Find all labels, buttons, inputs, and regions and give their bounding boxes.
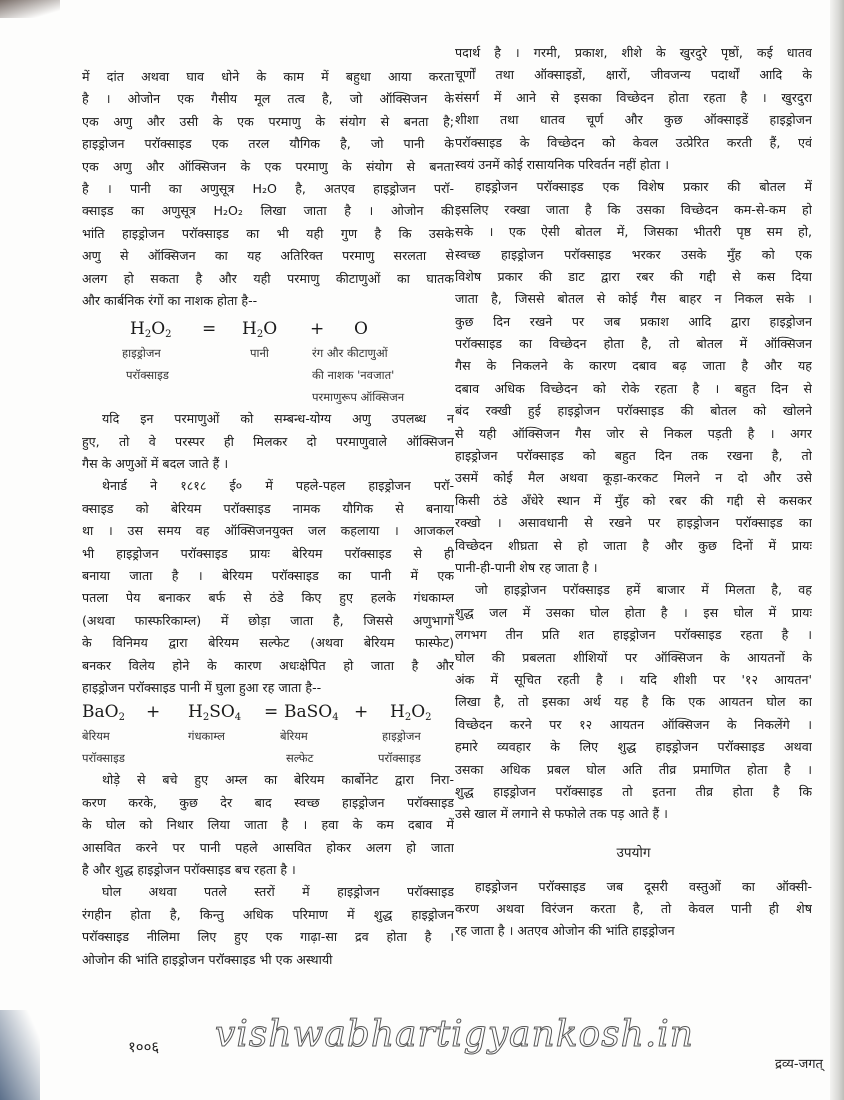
right-column — [455, 4, 812, 943]
equation-label: परॉक्साइड — [82, 751, 125, 766]
text-line: शुद्ध जल में उसका घोल होता है । इस घोल में प्रायः — [455, 604, 812, 620]
equation-term: + — [146, 702, 161, 723]
equation-label: रंग और कीटाणुओं — [312, 346, 388, 361]
text-line: ओजोन की भांति हाइड्रोजन परॉक्साइड भी एक अस्थायी — [82, 951, 333, 967]
running-title: द्रव्य-जगत् — [775, 1057, 823, 1072]
text-line: विच्छेदन शीघ्रता से हो जाता है और कुछ दिनों में प्रायः — [455, 537, 812, 553]
equation-label-row — [82, 386, 454, 408]
equation-term: $H_2SO_4$ — [188, 702, 242, 724]
text-line: एक अणु और उसी के एक परमाणु के संयोग से बनता है; — [82, 113, 454, 129]
equation-label: हाइड्रोजन — [122, 346, 161, 361]
paragraph — [455, 42, 812, 176]
text-line: से यही ऑक्सिजन गैस जोर से निकल पड़ती है । अगर — [455, 425, 812, 441]
text-line: बनकर विलेय होने के कारण अधःक्षेपित हो जाता है और — [82, 657, 454, 673]
equation-label: बेरियम — [82, 729, 110, 744]
scan-shadow-bottom-left — [0, 1010, 40, 1100]
equation-label: पानी — [250, 346, 269, 361]
paragraph — [82, 475, 454, 699]
equation-term: = — [202, 319, 217, 340]
equation-label: सल्फेट — [286, 751, 314, 766]
text-line: परॉक्साइड का विच्छेदन होता है, तो बोतल में ऑक्सिजन — [455, 336, 812, 352]
equation-label: परॉक्साइड — [378, 751, 421, 766]
text-line: हुए, तो वे परस्पर ही मिलकर दो परमाणुवाले ऑक्सिजन — [82, 433, 454, 449]
equation-term: $H_2O$ — [242, 319, 278, 341]
text-line: शीशा तथा धातव चूर्ण और कुछ ऑक्साइडें हाइड्रोजन — [455, 112, 812, 128]
text-line: रक्खो । असावधानी से रखने पर हाइड्रोजन परॉक्साइड का — [455, 515, 812, 531]
text-line: में दांत अथवा घाव धोने के काम में बहुधा आया करता — [82, 69, 454, 84]
text-line: थोड़े से बचे हुए अम्ल का बेरियम कार्बोनेट द्वारा निरा- — [102, 772, 454, 788]
text-line: रंगहीन होता है, किन्तु अधिक परिमाण में शुद्ध हाइड्रोजन — [82, 906, 454, 922]
paragraph — [82, 881, 454, 971]
text-line: क्साइड को बेरियम परॉक्साइड नामक यौगिक से बनाया — [82, 500, 454, 516]
text-line: सके । एक ऐसी बोतल में, जिसका भीतरी पृष्ठ सम हो, — [455, 224, 812, 240]
watermark: vishwabhartigyankosh.in — [215, 1014, 694, 1055]
text-line: अंक में सूचित रहती है । यदि शीशी पर '१२ आयतन' — [455, 671, 812, 687]
text-line: इसलिए रक्खा जाता है कि उसका विच्छेदन कम-से-कम हो — [455, 201, 812, 217]
text-line: भांति हाइड्रोजन परॉक्साइड का भी यही गुण है कि उसके — [82, 225, 454, 241]
equation-term: + — [354, 702, 369, 723]
text-line: दबाव अधिक विच्छेदन को रोके रहता है । बहुत दिन से — [455, 380, 812, 396]
text-line: स्वच्छ हाइड्रोजन परॉक्साइड भरकर उसके मुँह को एक — [455, 246, 812, 262]
equation-term: = — [264, 702, 279, 723]
section-heading: उपयोग — [616, 844, 651, 861]
text-line: घोल अथवा पतले स्तरों में हाइड्रोजन परॉक्साइड — [102, 884, 454, 900]
left-column — [82, 66, 454, 971]
text-line: परॉक्साइड के विच्छेदन को केवल उत्प्रेरित करती हैं, एवं — [455, 134, 812, 150]
text-line: अणु से ऑक्सिजन का यह अतिरिक्त परमाणु सरलता से — [82, 248, 454, 264]
text-line: घोल की प्रबलता शीशियों पर ऑक्सिजन के आयतनों के — [455, 649, 812, 665]
text-line: हाइड्रोजन परॉक्साइड पानी में घुला हुआ रह जाता है-- — [82, 679, 322, 695]
equation-term: BaO$_2$ — [82, 702, 125, 724]
equation-label-row — [82, 342, 454, 364]
equation-term: + — [310, 319, 325, 340]
text-line: स्वयं उनमें कोई रासायनिक परिवर्तन नहीं होता । — [455, 156, 670, 172]
text-line: उसका अधिक प्रबल घोल अति तीव्र प्रमाणित होता है । — [455, 761, 812, 777]
equation-label: बेरियम — [280, 729, 308, 744]
text-line: पतला पेय बनाकर बर्फ से ठंडे किए हुए हलके गंधकाम्ल — [82, 590, 454, 606]
equation-label: परॉक्साइड — [126, 368, 169, 383]
text-line: विशेष प्रकार की डाट द्वारा रबर की गद्दी से कस दिया — [455, 268, 812, 284]
scan-shadow-top-left — [0, 0, 60, 18]
equation-label-row — [82, 364, 454, 386]
equation-term: BaSO$_4$ — [284, 702, 339, 724]
page-number: १००६ — [128, 1038, 160, 1056]
text-line: पानी-ही-पानी शेष रह जाता है । — [455, 559, 598, 575]
text-line: संसर्ग में आने से इसका विच्छेदन होता रहता है । खुरदुरा — [455, 89, 812, 105]
text-line: थेनार्ड ने १८१८ ई० में पहले-पहल हाइड्रोजन परॉ- — [102, 478, 454, 494]
text-line: यदि इन परमाणुओं को सम्बन्ध-योग्य अणु उपलब्ध न — [102, 411, 454, 427]
text-line: शुद्ध हाइड्रोजन परॉक्साइड तो इतना तीव्र होता है कि — [455, 783, 812, 799]
text-line: कुछ दिन रखने पर जब प्रकाश आदि द्वारा हाइड्रोजन — [455, 313, 812, 329]
paragraph — [82, 408, 454, 475]
text-line: लिखा है, तो इसका अर्थ यह है कि एक आयतन घोल का — [455, 694, 812, 710]
equation-barium-peroxide-reaction — [82, 699, 454, 725]
text-line: अलग हो सकता है और यही परमाणु कीटाणुओं का घातक — [82, 270, 454, 286]
equation-term: $H_2O_2$ — [390, 702, 432, 724]
text-line: उसमें कोई मैल अथवा कूड़ा-करकट मिलने न दो और उसे — [455, 470, 812, 486]
equation-label: गंधकाम्ल — [188, 729, 225, 744]
text-line: उसे खाल में लगाने से फफोले तक पड़ आते हैं । — [455, 806, 668, 822]
text-line: जो हाइड्रोजन परॉक्साइड हमें बाजार में मिलता है, वह — [475, 582, 812, 598]
equation-term: $H_2O_2$ — [130, 319, 172, 341]
equation-label-row — [82, 747, 454, 769]
text-line: परॉक्साइड नीलिमा लिए हुए एक गाढ़ा-सा द्रव होता है । — [82, 929, 454, 945]
equation-label: हाइड्रोजन — [382, 729, 421, 744]
text-line: था । उस समय वह ऑक्सिजनयुक्त जल कहलाया । आजकल — [82, 523, 454, 539]
equation-label: की नाशक 'नवजात' — [312, 368, 395, 383]
paragraph — [455, 876, 812, 943]
text-line: हाइड्रोजन परॉक्साइड एक विशेष प्रकार की बोतल में — [475, 179, 812, 195]
text-line: आसवित करने पर पानी पहले आसवित होकर अलग हो जाता — [82, 839, 454, 855]
text-line: बनाया जाता है । बेरियम परॉक्साइड का पानी में एक — [82, 568, 454, 584]
text-line: पदार्थ है । गरमी, प्रकाश, शीशे के खुरदुरे पृष्ठों, कई धातव — [455, 45, 812, 60]
text-line: गैस के अणुओं में बदल जाते हैं । — [82, 456, 229, 472]
text-line: भी हाइड्रोजन परॉक्साइड प्रायः बेरियम परॉक्साइड से ही — [82, 545, 454, 561]
text-line: जाता है, जिससे बोतल से कोई गैस बाहर न निकल सके । — [455, 291, 812, 307]
text-line: के घोल को निथार लिया जाता है । हवा के कम दबाव में — [82, 817, 454, 833]
paragraph — [455, 579, 812, 825]
text-line: लगभग तीन प्रति शत हाइड्रोजन परॉक्साइड रहता है । — [455, 627, 812, 643]
text-line: करण अथवा विरंजन करता है, तो केवल पानी ही शेष — [455, 901, 812, 917]
text-line: गैस के निकलने के कारण दबाव बढ़ जाता है और यह — [455, 358, 812, 374]
text-line: चूर्णों तथा ऑक्साइडों, क्षारों, जीवजन्य पदार्थों आदि के — [455, 67, 812, 83]
text-line: हमारे व्यवहार के लिए शुद्ध हाइड्रोजन परॉक्साइड अथवा — [455, 739, 812, 755]
equation-label: परमाणुरूप ऑक्सिजन — [312, 390, 405, 405]
text-line: विच्छेदन करने पर १२ आयतन ऑक्सिजन के निकलेंगे । — [455, 716, 812, 732]
paragraph — [82, 769, 454, 881]
equation-term: O — [354, 319, 368, 340]
text-line: और कार्बनिक रंगों का नाशक होता है-- — [82, 292, 258, 308]
text-line: है । पानी का अणुसूत्र H₂O है, अतएव हाइड्रोजन परॉ- — [82, 180, 454, 196]
equation-label-row — [82, 725, 454, 747]
text-line: हाइड्रोजन परॉक्साइड एक तरल यौगिक है, जो पानी के — [82, 136, 454, 152]
equation-h2o2-decomposition — [82, 316, 454, 342]
text-line: एक अणु और ऑक्सिजन के एक परमाणु के संयोग से बनता — [82, 158, 454, 174]
text-line: बंद रक्खी हुई हाइड्रोजन परॉक्साइड की बोतल को खोलने — [455, 403, 812, 419]
text-line: है । ओजोन एक गैसीय मूल तत्व है, जो ऑक्सिजन के — [82, 91, 454, 107]
text-line: है और शुद्ध हाइड्रोजन परॉक्साइड बच रहता है । — [82, 861, 296, 877]
text-line: (अथवा फास्फरिकाम्ल) में छोड़ा जाता है, जिससे अणुभागों — [82, 612, 454, 628]
text-line: किसी ठंडे अँधेरे स्थान में मुँह को रबर की गद्दी से कसकर — [455, 492, 812, 508]
paragraph — [455, 176, 812, 579]
text-line: के विनिमय द्वारा बेरियम सल्फेट (अथवा बेरियम फास्फेट) — [82, 635, 454, 651]
text-line: हाइड्रोजन परॉक्साइड को बहुत दिन तक रखना है, तो — [455, 448, 812, 464]
text-line: करण करके, कुछ देर बाद स्वच्छ हाइड्रोजन परॉक्साइड — [82, 794, 454, 810]
text-line: क्साइड का अणुसूत्र H₂O₂ लिखा जाता है । ओजोन की — [82, 203, 454, 219]
text-line: हाइड्रोजन परॉक्साइड जब दूसरी वस्तुओं का ऑक्सी- — [475, 878, 812, 894]
text-line: रह जाता है । अतएव ओजोन की भांति हाइड्रोजन — [455, 923, 675, 939]
page-edge-right — [830, 0, 844, 1100]
paragraph — [82, 66, 454, 312]
